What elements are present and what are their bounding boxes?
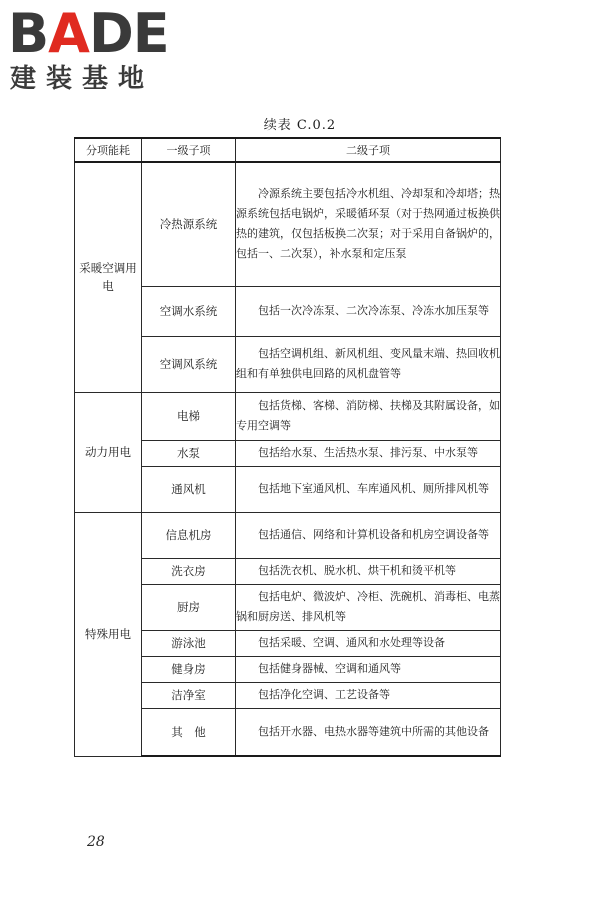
- logo-wordmark: BADE: [8, 2, 169, 65]
- level1-cell: 其 他: [142, 708, 236, 756]
- level1-cell: 空调风系统: [142, 336, 236, 392]
- level2-cell: 包括空调机组、新风机组、变风量末端、热回收机组和有单独供电回路的风机盘管等: [236, 336, 501, 392]
- logo-subtitle: 建装基地: [10, 64, 155, 94]
- category-cell: 动力用电: [75, 392, 142, 512]
- table-row: [75, 392, 501, 440]
- header-level2: 二级子项: [236, 138, 501, 162]
- level1-cell: 洁净室: [142, 682, 236, 708]
- level2-cell: 包括净化空调、工艺设备等: [236, 682, 501, 708]
- level1-cell: 游泳池: [142, 630, 236, 656]
- level1-cell: 洗衣房: [142, 558, 236, 584]
- watermark-logo: [8, 4, 178, 94]
- level1-cell: 电梯: [142, 392, 236, 440]
- category-cell: 特殊用电: [75, 512, 142, 756]
- table-row: [75, 512, 501, 558]
- table-caption: 续表 C.0.2: [263, 118, 337, 133]
- level2-cell: 包括开水器、电热水器等建筑中所需的其他设备: [236, 708, 501, 756]
- level2-cell: 包括采暖、空调、通风和水处理等设备: [236, 630, 501, 656]
- table-header-row: [75, 138, 501, 162]
- level1-cell: 信息机房: [142, 512, 236, 558]
- logo-accent-letter: A: [48, 2, 89, 65]
- header-level1: 一级子项: [142, 138, 236, 162]
- level1-cell: 空调水系统: [142, 286, 236, 336]
- level1-cell: 冷热源系统: [142, 162, 236, 286]
- header-category: 分项能耗: [75, 138, 142, 162]
- category-cell: 采暖空调用电: [75, 162, 142, 392]
- energy-subitem-table: [74, 137, 501, 757]
- level2-cell: 包括洗衣机、脱水机、烘干机和烫平机等: [236, 558, 501, 584]
- level2-cell: 包括一次冷冻泵、二次冷冻泵、冷冻水加压泵等: [236, 286, 501, 336]
- level1-cell: 厨房: [142, 584, 236, 630]
- table-row: [75, 162, 501, 286]
- level2-cell: 包括通信、网络和计算机设备和机房空调设备等: [236, 512, 501, 558]
- page-number: 28: [87, 834, 105, 850]
- level2-cell: 包括货梯、客梯、消防梯、扶梯及其附属设备，如专用空调等: [236, 392, 501, 440]
- level2-cell: 包括电炉、微波炉、冷柜、洗碗机、消毒柜、电蒸锅和厨房送、排风机等: [236, 584, 501, 630]
- level1-cell: 水泵: [142, 440, 236, 466]
- level1-cell: 通风机: [142, 466, 236, 512]
- level2-cell: 包括健身器械、空调和通风等: [236, 656, 501, 682]
- level2-cell: 包括地下室通风机、车库通风机、厕所排风机等: [236, 466, 501, 512]
- level1-cell: 健身房: [142, 656, 236, 682]
- level2-cell: 冷源系统主要包括冷水机组、冷却泵和冷却塔；热源系统包括电锅炉，采暖循环泵（对于热网通过板换供热的建筑，仅包括板换二次泵；对于采用自备锅炉的，包括一、二次泵），补水泵和定压泵: [236, 162, 501, 286]
- level2-cell: 包括给水泵、生活热水泵、排污泵、中水泵等: [236, 440, 501, 466]
